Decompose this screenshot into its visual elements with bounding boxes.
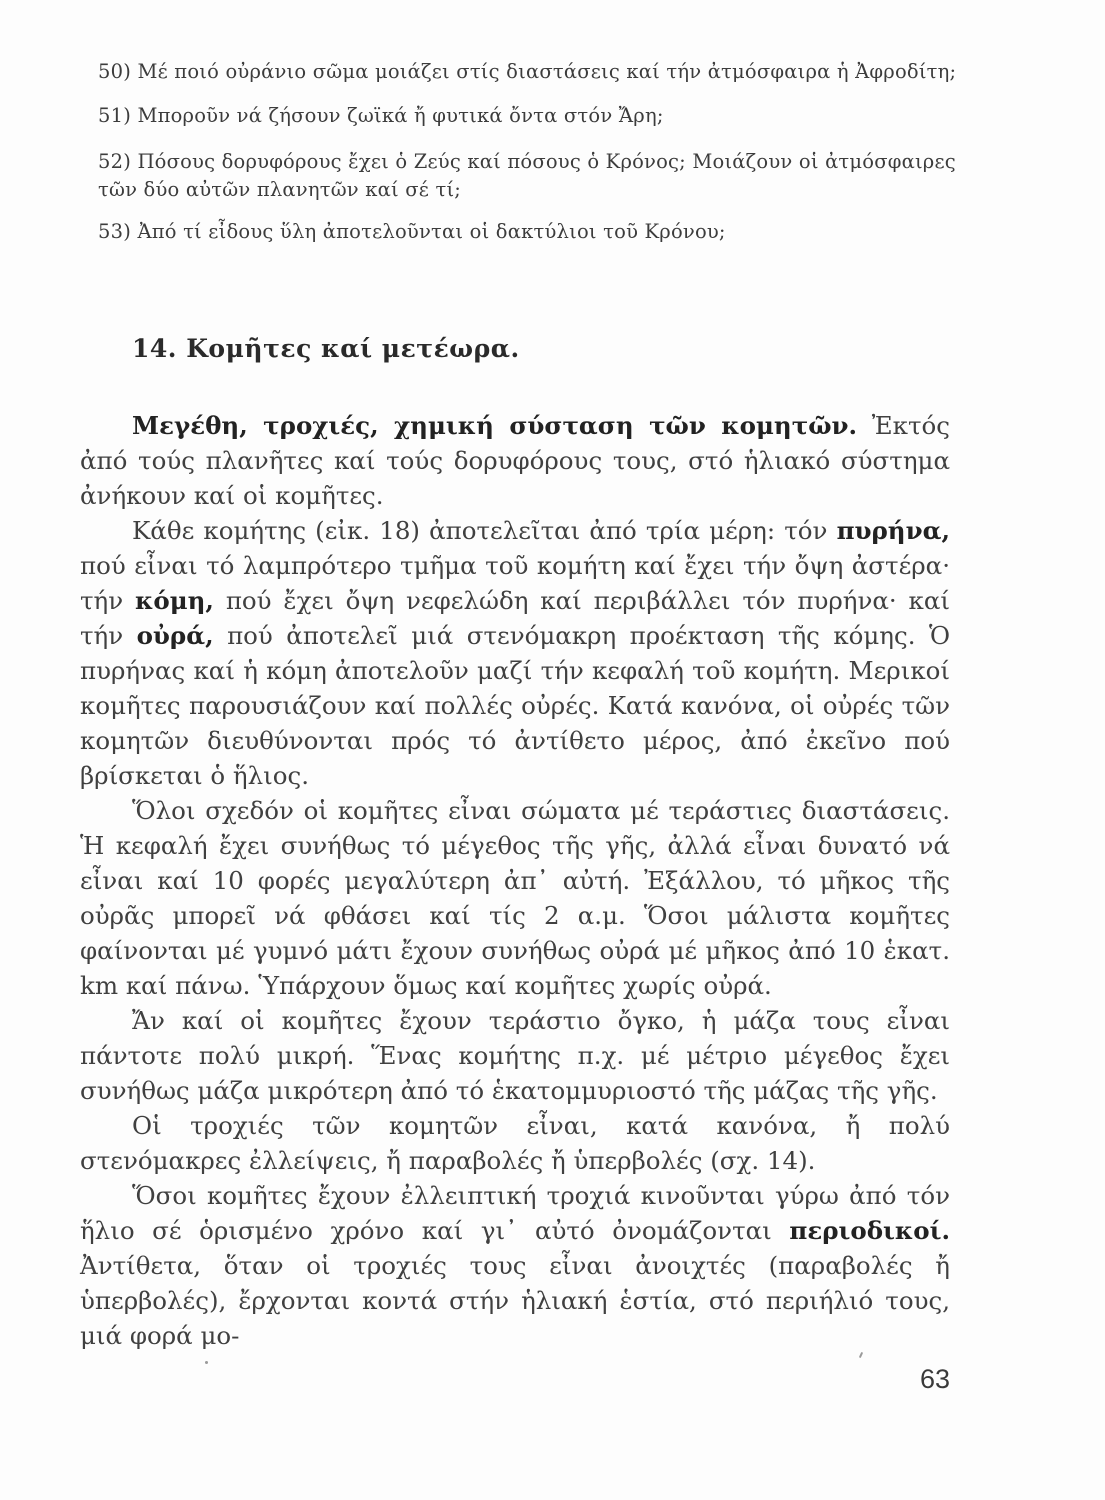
question-52 (98, 148, 958, 204)
paragraph-text: πού εἶναι τό λαμπρότερο τμῆμα τοῦ κομήτη καί ἔχει τήν ὄψη ἀστέρα· τήν (80, 551, 950, 615)
paragraph-comet-parts (80, 513, 950, 793)
question-text: Ἀπό τί εἶδους ὕλη ἀποτελοῦνται οἱ δακτύλιοι τοῦ Κρόνου; (137, 220, 726, 243)
term-coma: κόμη, (134, 586, 214, 615)
question-51 (98, 102, 978, 130)
paragraph-periodic (80, 1178, 950, 1353)
paragraph-text: Ἐκτός ἀπό τούς πλανῆτες καί τούς δορυφόρους τους, στό ἡλιακό σύστημα ἀνήκουν καί οἱ κομῆτες. (80, 411, 950, 510)
paragraph-dimensions: Ὅλοι σχεδόν οἱ κομῆτες εἶναι σώματα μέ τεράστιες διαστάσεις. Ἡ κεφαλή ἔχει συνήθως τό μέγεθος τῆς γῆς, ἀλλά εἶναι δυνατό νά εἶναι καί 10 φορές μεγαλύτερη ἀπ᾿ αὐτή. Ἐξάλλου, τό μῆκος τῆς οὐρᾶς μπορεῖ νά φθάσει καί τίς 2 α.μ. Ὅσοι μάλιστα κομῆτες φαίνονται μέ γυμνό μάτι ἔχουν συνήθως οὐρά μέ μῆκος ἀπό 10 ἑκατ. km καί πάνω. Ὑπάρχουν ὅμως καί κομῆτες χωρίς οὐρά. (80, 796, 950, 1000)
paragraph-text: Κάθε κομήτης (εἰκ. 18) ἀποτελεῖται ἀπό τρία μέρη: τόν (132, 516, 837, 545)
paragraph-mass: Ἄν καί οἱ κομῆτες ἔχουν τεράστιο ὄγκο, ἡ μάζα τους εἶναι πάντοτε πολύ μικρή. Ἕνας κομήτης π.χ. μέ μέτριο μέγεθος ἔχει συνήθως μάζα μικρότερη ἀπό τό ἑκατομμυριοστό τῆς μάζας τῆς γῆς. (80, 1006, 950, 1105)
question-53 (98, 218, 978, 246)
question-number: 53) (98, 220, 132, 243)
question-text: Μποροῦν νά ζήσουν ζωϊκά ἤ φυτικά ὄντα στόν Ἄρη; (137, 104, 664, 127)
paragraph-text: πού ἔχει ὄψη νεφελώδη καί περιβάλλει τόν πυρήνα· καί τήν (80, 586, 950, 650)
scan-speck (859, 1352, 863, 1358)
term-nucleus: πυρήνα, (836, 516, 950, 545)
paragraph-text: Ἀντίθετα, ὅταν οἱ τροχιές τους εἶναι ἀνοιχτές (παραβολές ἤ ὑπερβολές), ἔρχονται κοντά στήν ἡλιακή ἑστία, στό περιήλιό τους, μιά φορά μο- (80, 1251, 950, 1350)
body-text (80, 408, 950, 1353)
paragraph-text: Ὅσοι κομῆτες ἔχουν ἐλλειπτική τροχιά κινοῦνται γύρω ἀπό τόν ἥλιο σέ ὁρισμένο χρόνο καί γι᾿ αὐτό ὀνομάζονται (80, 1181, 950, 1245)
question-text: Μέ ποιό οὐράνιο σῶμα μοιάζει στίς διαστάσεις καί τήν ἀτμόσφαιρα ἡ Ἀφροδίτη; (137, 60, 957, 83)
term-periodic: περιοδικοί. (789, 1216, 950, 1245)
question-text: Πόσους δορυφόρους ἔχει ὁ Ζεύς καί πόσους ὁ Κρόνος; Μοιάζουν οἱ ἀτμόσφαιρες τῶν δύο αὐτῶν πλανητῶν καί σέ τί; (98, 150, 956, 201)
paragraph-intro (80, 408, 950, 513)
page-number: 63 (919, 1364, 950, 1394)
paragraph-orbits: Οἱ τροχιές τῶν κομητῶν εἶναι, κατά κανόνα, ἤ πολύ στενόμακρες ἐλλείψεις, ἤ παραβολές ἤ ὑπερβολές (σχ. 14). (80, 1111, 950, 1175)
term-tail: οὐρά, (136, 621, 214, 650)
paragraph-heading: Μεγέθη, τροχιές, χημική σύσταση τῶν κομητῶν. (132, 411, 858, 440)
section-title: 14. Κομῆτες καί μετέωρα. (132, 334, 520, 363)
paragraph-text: πού ἀποτελεῖ μιά στενόμακρη προέκταση τῆς κόμης. Ὁ πυρήνας καί ἡ κόμη ἀποτελοῦν μαζί τήν κεφαλή τοῦ κομήτη. Μερικοί κομῆτες παρουσιάζουν καί πολλές οὐρές. Κατά κανόνα, οἱ οὐρές τῶν κομητῶν διευθύνονται πρός τό ἀντίθετο μέρος, ἀπό ἐκεῖνο πού βρίσκεται ὁ ἥλιος. (80, 621, 950, 790)
question-number: 52) (98, 150, 132, 173)
scan-speck (205, 1361, 208, 1364)
question-number: 51) (98, 104, 132, 127)
question-number: 50) (98, 60, 132, 83)
question-50 (98, 58, 978, 86)
